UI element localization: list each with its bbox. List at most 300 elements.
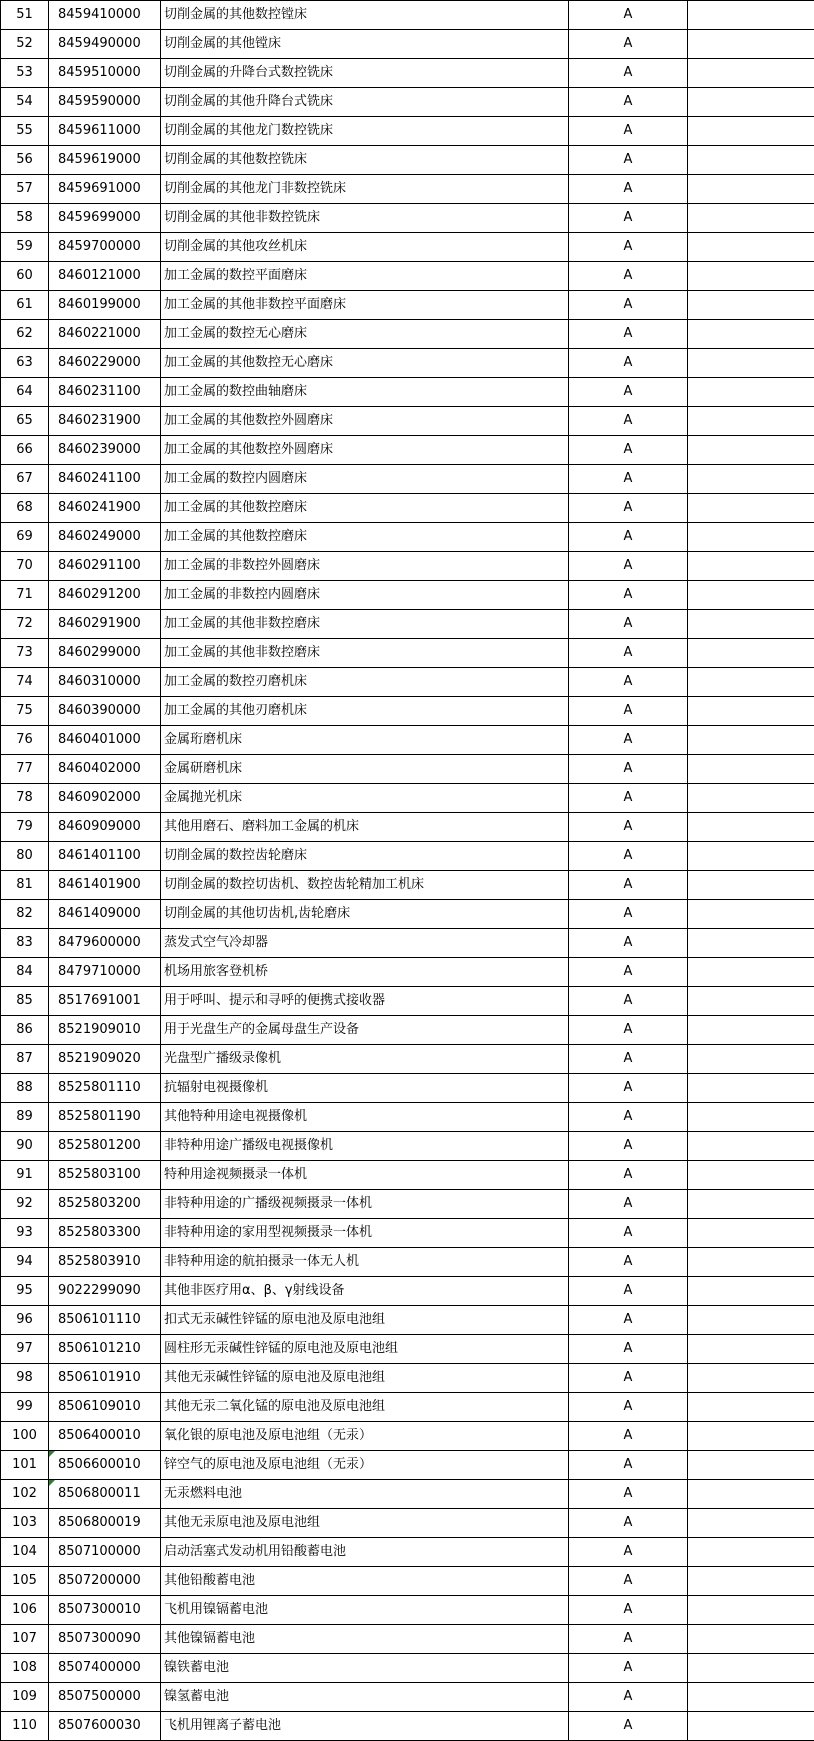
category-cell: A [569, 1538, 688, 1567]
table-row [1, 262, 814, 291]
product-name-cell: 金属抛光机床 [161, 784, 569, 813]
product-name-cell: 光盘型广播级录像机 [161, 1045, 569, 1074]
table-row [1, 1277, 814, 1306]
category-cell: A [569, 1451, 688, 1480]
table-row [1, 407, 814, 436]
hs-code-cell: 8479600000 [49, 929, 161, 958]
hs-code-cell: 8506109010 [49, 1393, 161, 1422]
hs-code-cell: 8525801190 [49, 1103, 161, 1132]
table-row [1, 1161, 814, 1190]
table-row [1, 1509, 814, 1538]
row-number-cell: 89 [1, 1103, 49, 1132]
category-cell: A [569, 784, 688, 813]
product-name-cell: 加工金属的数控刃磨机床 [161, 668, 569, 697]
product-name-cell: 其他无汞原电池及原电池组 [161, 1509, 569, 1538]
table-row [1, 1045, 814, 1074]
row-number-cell: 78 [1, 784, 49, 813]
extra-cell [688, 1364, 814, 1393]
row-number-cell: 67 [1, 465, 49, 494]
row-number-cell: 108 [1, 1654, 49, 1683]
product-name-cell: 加工金属的数控内圆磨床 [161, 465, 569, 494]
extra-cell [688, 697, 814, 726]
hs-code-cell: 8460401000 [49, 726, 161, 755]
category-cell: A [569, 407, 688, 436]
extra-cell [688, 1625, 814, 1654]
product-name-cell: 金属研磨机床 [161, 755, 569, 784]
category-cell: A [569, 639, 688, 668]
product-name-cell: 切削金属的升降台式数控铣床 [161, 59, 569, 88]
table-row [1, 1190, 814, 1219]
row-number-cell: 71 [1, 581, 49, 610]
hs-code-cell: 8506101210 [49, 1335, 161, 1364]
category-cell: A [569, 1103, 688, 1132]
table-row [1, 1567, 814, 1596]
product-name-cell: 非特种用途的家用型视频摄录一体机 [161, 1219, 569, 1248]
product-name-cell: 镍氢蓄电池 [161, 1683, 569, 1712]
category-cell: A [569, 233, 688, 262]
hs-code-cell: 8460231100 [49, 378, 161, 407]
table-row [1, 1016, 814, 1045]
row-number-cell: 100 [1, 1422, 49, 1451]
category-cell: A [569, 1074, 688, 1103]
category-cell: A [569, 929, 688, 958]
hs-code-cell: 8507300010 [49, 1596, 161, 1625]
table-row [1, 668, 814, 697]
row-number-cell: 103 [1, 1509, 49, 1538]
table-row [1, 117, 814, 146]
table-row [1, 1683, 814, 1712]
product-name-cell: 金属珩磨机床 [161, 726, 569, 755]
row-number-cell: 101 [1, 1451, 49, 1480]
row-number-cell: 51 [1, 1, 49, 30]
product-name-cell: 蒸发式空气冷却器 [161, 929, 569, 958]
hs-code-cell: 8460902000 [49, 784, 161, 813]
product-name-cell: 其他无汞碱性锌锰的原电池及原电池组 [161, 1364, 569, 1393]
extra-cell [688, 552, 814, 581]
product-name-cell: 氧化银的原电池及原电池组（无汞） [161, 1422, 569, 1451]
product-name-cell: 非特种用途广播级电视摄像机 [161, 1132, 569, 1161]
extra-cell [688, 1712, 814, 1741]
category-cell: A [569, 146, 688, 175]
category-cell: A [569, 552, 688, 581]
row-number-cell: 97 [1, 1335, 49, 1364]
row-number-cell: 96 [1, 1306, 49, 1335]
row-number-cell: 63 [1, 349, 49, 378]
extra-cell [688, 581, 814, 610]
extra-cell [688, 1567, 814, 1596]
hs-code-cell: 8460239000 [49, 436, 161, 465]
table-row [1, 523, 814, 552]
row-number-cell: 72 [1, 610, 49, 639]
hs-code-cell: 8460221000 [49, 320, 161, 349]
category-cell: A [569, 1, 688, 30]
product-name-cell: 其他用磨石、磨料加工金属的机床 [161, 813, 569, 842]
extra-cell [688, 1074, 814, 1103]
category-cell: A [569, 1364, 688, 1393]
hs-code-cell: 8460241900 [49, 494, 161, 523]
table-row [1, 1596, 814, 1625]
table-row [1, 871, 814, 900]
category-cell: A [569, 726, 688, 755]
product-name-cell: 非特种用途的航拍摄录一体无人机 [161, 1248, 569, 1277]
hs-code-cell: 8461409000 [49, 900, 161, 929]
category-cell: A [569, 1219, 688, 1248]
category-cell: A [569, 958, 688, 987]
category-cell: A [569, 1712, 688, 1741]
hs-code-cell: 8521909010 [49, 1016, 161, 1045]
product-name-cell: 切削金属的其他升降台式铣床 [161, 88, 569, 117]
extra-cell [688, 378, 814, 407]
row-number-cell: 81 [1, 871, 49, 900]
product-name-cell: 圆柱形无汞碱性锌锰的原电池及原电池组 [161, 1335, 569, 1364]
row-number-cell: 52 [1, 30, 49, 59]
category-cell: A [569, 581, 688, 610]
extra-cell [688, 1306, 814, 1335]
hs-code-cell: 8459590000 [49, 88, 161, 117]
row-number-cell: 90 [1, 1132, 49, 1161]
row-number-cell: 98 [1, 1364, 49, 1393]
row-number-cell: 65 [1, 407, 49, 436]
hs-code-cell: 8525803100 [49, 1161, 161, 1190]
row-number-cell: 79 [1, 813, 49, 842]
product-name-cell: 加工金属的其他数控无心磨床 [161, 349, 569, 378]
table-row [1, 1219, 814, 1248]
row-number-cell: 106 [1, 1596, 49, 1625]
table-row [1, 1132, 814, 1161]
table-row [1, 610, 814, 639]
row-number-cell: 88 [1, 1074, 49, 1103]
category-cell: A [569, 1509, 688, 1538]
category-cell: A [569, 1306, 688, 1335]
category-cell: A [569, 1045, 688, 1074]
product-name-cell: 抗辐射电视摄像机 [161, 1074, 569, 1103]
product-name-cell: 其他特种用途电视摄像机 [161, 1103, 569, 1132]
hs-code-cell: 8507400000 [49, 1654, 161, 1683]
hs-code-cell: 8461401100 [49, 842, 161, 871]
extra-cell [688, 1132, 814, 1161]
table-row [1, 552, 814, 581]
row-number-cell: 64 [1, 378, 49, 407]
category-cell: A [569, 262, 688, 291]
table-row [1, 436, 814, 465]
hs-code-cell: 8506800019 [49, 1509, 161, 1538]
extra-cell [688, 610, 814, 639]
category-cell: A [569, 204, 688, 233]
product-name-cell: 其他无汞二氧化锰的原电池及原电池组 [161, 1393, 569, 1422]
table-row [1, 1480, 814, 1509]
product-name-cell: 切削金属的其他非数控铣床 [161, 204, 569, 233]
hs-code-cell: 8460402000 [49, 755, 161, 784]
extra-cell [688, 1335, 814, 1364]
hs-code-cell: 8459410000 [49, 1, 161, 30]
extra-cell [688, 1248, 814, 1277]
category-cell: A [569, 117, 688, 146]
extra-cell [688, 291, 814, 320]
table-row [1, 1393, 814, 1422]
hs-code-cell: 8507200000 [49, 1567, 161, 1596]
category-cell: A [569, 349, 688, 378]
product-name-cell: 启动活塞式发动机用铅酸蓄电池 [161, 1538, 569, 1567]
category-cell: A [569, 1567, 688, 1596]
row-number-cell: 87 [1, 1045, 49, 1074]
category-cell: A [569, 1132, 688, 1161]
extra-cell [688, 175, 814, 204]
category-cell: A [569, 523, 688, 552]
product-name-cell: 加工金属的数控平面磨床 [161, 262, 569, 291]
hs-code-cell: 8460299000 [49, 639, 161, 668]
extra-cell [688, 494, 814, 523]
hs-code-cell: 8525801110 [49, 1074, 161, 1103]
row-number-cell: 85 [1, 987, 49, 1016]
extra-cell [688, 349, 814, 378]
row-number-cell: 94 [1, 1248, 49, 1277]
product-name-cell: 扣式无汞碱性锌锰的原电池及原电池组 [161, 1306, 569, 1335]
row-number-cell: 99 [1, 1393, 49, 1422]
table-row [1, 639, 814, 668]
row-number-cell: 68 [1, 494, 49, 523]
row-number-cell: 77 [1, 755, 49, 784]
row-number-cell: 58 [1, 204, 49, 233]
table-row [1, 755, 814, 784]
row-number-cell: 73 [1, 639, 49, 668]
extra-cell [688, 59, 814, 88]
category-cell: A [569, 1422, 688, 1451]
category-cell: A [569, 813, 688, 842]
extra-cell [688, 88, 814, 117]
product-name-cell: 切削金属的其他镗床 [161, 30, 569, 59]
extra-cell [688, 204, 814, 233]
extra-cell [688, 146, 814, 175]
row-number-cell: 83 [1, 929, 49, 958]
row-number-cell: 69 [1, 523, 49, 552]
hs-code-cell: 8506800011 [49, 1480, 161, 1509]
product-name-cell: 加工金属的非数控内圆磨床 [161, 581, 569, 610]
category-cell: A [569, 1248, 688, 1277]
table-row [1, 175, 814, 204]
category-cell: A [569, 1596, 688, 1625]
extra-cell [688, 1683, 814, 1712]
category-cell: A [569, 1683, 688, 1712]
hs-code-cell: 8525803910 [49, 1248, 161, 1277]
table-row [1, 581, 814, 610]
row-number-cell: 93 [1, 1219, 49, 1248]
extra-cell [688, 871, 814, 900]
category-cell: A [569, 88, 688, 117]
table-row [1, 784, 814, 813]
hs-code-cell: 8517691001 [49, 987, 161, 1016]
table-row [1, 842, 814, 871]
extra-cell [688, 987, 814, 1016]
row-number-cell: 91 [1, 1161, 49, 1190]
product-name-cell: 加工金属的其他非数控磨床 [161, 639, 569, 668]
category-cell: A [569, 1393, 688, 1422]
extra-cell [688, 929, 814, 958]
table-row [1, 958, 814, 987]
category-cell: A [569, 291, 688, 320]
row-number-cell: 109 [1, 1683, 49, 1712]
extra-cell [688, 523, 814, 552]
hs-code-cell: 8525803200 [49, 1190, 161, 1219]
extra-cell [688, 842, 814, 871]
product-name-cell: 加工金属的非数控外圆磨床 [161, 552, 569, 581]
hs-code-cell: 8506101910 [49, 1364, 161, 1393]
table-row [1, 1712, 814, 1741]
row-number-cell: 86 [1, 1016, 49, 1045]
product-name-cell: 切削金属的其他攻丝机床 [161, 233, 569, 262]
category-cell: A [569, 900, 688, 929]
extra-cell [688, 900, 814, 929]
hs-code-cell: 8507300090 [49, 1625, 161, 1654]
hs-code-cell: 8460229000 [49, 349, 161, 378]
hs-code-cell: 8460231900 [49, 407, 161, 436]
product-name-cell: 机场用旅客登机桥 [161, 958, 569, 987]
table-row [1, 88, 814, 117]
extra-cell [688, 1422, 814, 1451]
row-number-cell: 107 [1, 1625, 49, 1654]
row-number-cell: 61 [1, 291, 49, 320]
table-row [1, 1625, 814, 1654]
table-row [1, 726, 814, 755]
extra-cell [688, 813, 814, 842]
table-row [1, 929, 814, 958]
extra-cell [688, 1480, 814, 1509]
product-name-cell: 切削金属的其他数控镗床 [161, 1, 569, 30]
product-name-cell: 加工金属的其他数控外圆磨床 [161, 436, 569, 465]
hs-code-cell: 8459700000 [49, 233, 161, 262]
table-row [1, 1654, 814, 1683]
table-row [1, 1248, 814, 1277]
extra-cell [688, 436, 814, 465]
product-name-cell: 飞机用镍镉蓄电池 [161, 1596, 569, 1625]
hs-code-cell: 8479710000 [49, 958, 161, 987]
product-name-cell: 镍铁蓄电池 [161, 1654, 569, 1683]
extra-cell [688, 1219, 814, 1248]
row-number-cell: 80 [1, 842, 49, 871]
hs-code-cell: 8460241100 [49, 465, 161, 494]
hs-code-cell: 8459611000 [49, 117, 161, 146]
table-row [1, 59, 814, 88]
product-name-cell: 加工金属的其他数控外圆磨床 [161, 407, 569, 436]
extra-cell [688, 726, 814, 755]
hs-code-cell: 8460909000 [49, 813, 161, 842]
row-number-cell: 56 [1, 146, 49, 175]
category-cell: A [569, 1480, 688, 1509]
product-name-cell: 非特种用途的广播级视频摄录一体机 [161, 1190, 569, 1219]
table-row [1, 320, 814, 349]
product-name-cell: 切削金属的数控切齿机、数控齿轮精加工机床 [161, 871, 569, 900]
table-row [1, 30, 814, 59]
hs-code-cell: 8460249000 [49, 523, 161, 552]
hs-code-cell: 8525801200 [49, 1132, 161, 1161]
hs-code-cell: 8460310000 [49, 668, 161, 697]
row-number-cell: 55 [1, 117, 49, 146]
row-number-cell: 110 [1, 1712, 49, 1741]
category-cell: A [569, 1161, 688, 1190]
row-number-cell: 75 [1, 697, 49, 726]
extra-cell [688, 465, 814, 494]
table-row [1, 987, 814, 1016]
table-row [1, 378, 814, 407]
extra-cell [688, 1277, 814, 1306]
hs-code-cell: 8525803300 [49, 1219, 161, 1248]
table-row [1, 813, 814, 842]
product-name-cell: 飞机用锂离子蓄电池 [161, 1712, 569, 1741]
extra-cell [688, 1393, 814, 1422]
category-cell: A [569, 1654, 688, 1683]
table-row [1, 1451, 814, 1480]
hs-code-cell: 8460291100 [49, 552, 161, 581]
row-number-cell: 95 [1, 1277, 49, 1306]
table-row [1, 1335, 814, 1364]
table-row [1, 1, 814, 30]
hs-code-cell: 8460291900 [49, 610, 161, 639]
extra-cell [688, 1045, 814, 1074]
category-cell: A [569, 1277, 688, 1306]
extra-cell [688, 1509, 814, 1538]
category-cell: A [569, 1625, 688, 1654]
hs-code-cell: 8460390000 [49, 697, 161, 726]
product-name-cell: 切削金属的其他龙门数控铣床 [161, 117, 569, 146]
extra-cell [688, 958, 814, 987]
product-name-cell: 其他非医疗用α、β、γ射线设备 [161, 1277, 569, 1306]
row-number-cell: 105 [1, 1567, 49, 1596]
hs-code-cell: 8506400010 [49, 1422, 161, 1451]
row-number-cell: 82 [1, 900, 49, 929]
table-row [1, 1306, 814, 1335]
extra-cell [688, 1190, 814, 1219]
table-row [1, 1422, 814, 1451]
product-name-cell: 加工金属的其他数控磨床 [161, 523, 569, 552]
hs-code-cell: 8459490000 [49, 30, 161, 59]
category-cell: A [569, 378, 688, 407]
hs-code-cell: 9022299090 [49, 1277, 161, 1306]
extra-cell [688, 668, 814, 697]
table-row [1, 494, 814, 523]
extra-cell [688, 755, 814, 784]
extra-cell [688, 1, 814, 30]
category-cell: A [569, 320, 688, 349]
extra-cell [688, 1451, 814, 1480]
extra-cell [688, 262, 814, 291]
table-row [1, 291, 814, 320]
extra-cell [688, 407, 814, 436]
table-row [1, 465, 814, 494]
hs-code-cell: 8507600030 [49, 1712, 161, 1741]
category-cell: A [569, 1016, 688, 1045]
hs-code-cell: 8460121000 [49, 262, 161, 291]
row-number-cell: 60 [1, 262, 49, 291]
product-name-cell: 锌空气的原电池及原电池组（无汞） [161, 1451, 569, 1480]
hs-code-cell: 8506600010 [49, 1451, 161, 1480]
hs-code-cell: 8459691000 [49, 175, 161, 204]
table-row [1, 697, 814, 726]
row-number-cell: 104 [1, 1538, 49, 1567]
table-body [1, 1, 814, 1741]
category-cell: A [569, 1190, 688, 1219]
table-row [1, 233, 814, 262]
product-name-cell: 加工金属的数控曲轴磨床 [161, 378, 569, 407]
extra-cell [688, 1161, 814, 1190]
category-cell: A [569, 436, 688, 465]
table-row [1, 146, 814, 175]
category-cell: A [569, 697, 688, 726]
category-cell: A [569, 610, 688, 639]
category-cell: A [569, 871, 688, 900]
product-name-cell: 加工金属的其他数控磨床 [161, 494, 569, 523]
row-number-cell: 66 [1, 436, 49, 465]
table-row [1, 1364, 814, 1393]
product-name-cell: 其他铅酸蓄电池 [161, 1567, 569, 1596]
